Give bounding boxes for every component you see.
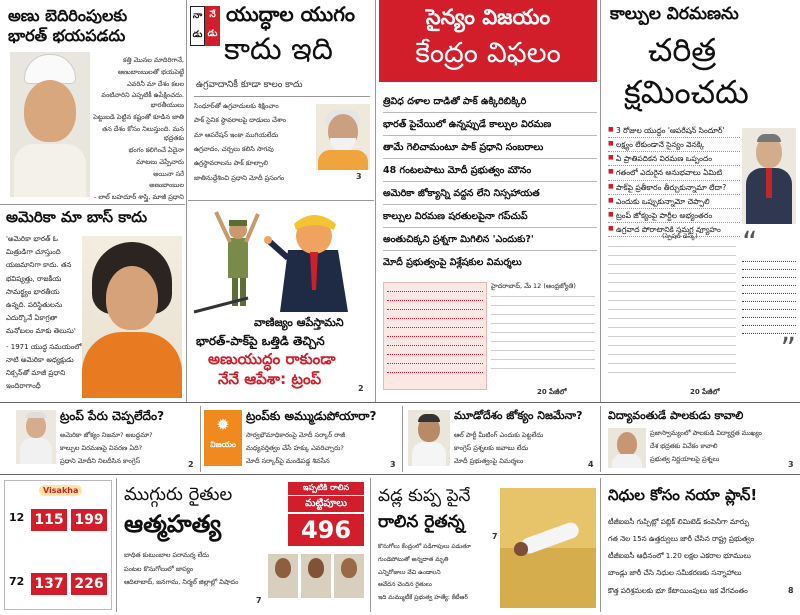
col1-second-headline[interactable]: అమెరికా మా బాస్ కాదు <box>6 208 148 226</box>
col4-dateline: (స్పెషల్ డెస్క్) <box>662 232 698 240</box>
col3-highlight-box <box>383 282 487 390</box>
col3-headline-1[interactable]: సైన్యం విజయం <box>425 5 551 29</box>
col3-lead-story <box>377 0 599 400</box>
rates-box <box>4 480 112 610</box>
col4-story <box>602 0 800 400</box>
col2-headline-2[interactable]: కాదు ఇది <box>224 32 333 67</box>
col1-top-body: కత్తి మొనల మాదిరిగానే, అణుబాంబులతో భయపెట్టే ఎవరినీ మా దేశం కలల వంటివారిని ఎప్పటికీ ఉపేక్షించదు. భారతీయులు పెట్టుబడి పెట్టిన కష్టంతో కూడిన జాతి తన దేశం కోసం నిలుస్తుంది. మన భద్రతకు భంగం కలిగించే ఏదైనా మాటలు చెప్పేవారు అయినా సరే అణుబాంబుల - లాల్ బహదూర్ శాస్త్రి, మాజీ ప్రధాని <box>93 56 184 201</box>
shastri-photo <box>10 52 90 197</box>
col2-lead-story <box>188 0 374 200</box>
farmers-headline-2[interactable]: ఆత్మహత్య <box>124 510 222 538</box>
farmers-badge: ఇప్పటికి రాలిన మట్టిపూలు 496 <box>288 482 364 550</box>
tiger-icon: ✹ <box>216 415 230 434</box>
kicker-box: నా డు నే డు <box>190 6 220 46</box>
strip-item-2[interactable]: ✹ విజయం ట్రంప్‌కు అమ్ముడుపోయారా? సార్వభౌమాధికారంపై మోదీ సర్కార్ రాజీ మధ్యవర్తిత్వం చేసే హక్కు ఎవరిచ్చారు? మోదీ సర్కార్‌పై మండిపడ్డ శివసేన 3 <box>202 406 402 472</box>
col3-jump[interactable]: 20 పేజీలో <box>537 388 567 396</box>
col3-body-lines <box>491 292 595 373</box>
col4-bullets: ■ 3 రోజుల యుద్ధం 'ఆపరేషన్ సిందూర్' ■ లక్ష్యం లేకుండానే సైన్యం వెనక్కి ■ ఏ ప్రాతిపదికన విరమణ ఒప్పందం ■ గతంలో ఎదురైన అనుభవాలు ఏమిటి ■ పాక్‌పై ప్రతీకారం తీర్చుకున్నామా లేదా? ■ ఎందుకు ఒప్పుకున్నామో చెప్పాలి ■ ట్రంప్ జోక్యంపై పార్టీల అభ్యంతరం ■ ఉగ్రవాద పోరాటానికి సమగ్ర వ్యూహం <box>608 124 740 237</box>
col4-body-lines <box>608 242 736 377</box>
col2-body: సింధూర్‌తో ఉగ్రవాదులకు శిక్షించాం పాక్ సైనిక స్థావరాలపై దాడులు చేశాం మా ఆపరేషన్ ఇంకా ముగియలేదు ఉగ్రవాదం, చర్చలు కలిసి సాగవు ఉగ్రస్థావరాలను పాక్ కూల్చాలి జాతినుద్దేశించి ప్రధాని మోదీ ప్రసంగం <box>194 102 286 182</box>
land-headline[interactable]: నిధుల కోసం నయా ప్లాన్! <box>608 486 758 504</box>
strip-item-4[interactable]: విద్యావంతుడే పాలకుడు కావాలి ప్రజాస్వామ్యంలో పాలకుడి విద్యార్హత ముఖ్యం దేశ భద్రతకు వివేకం కావాలి ప్రభుత్వ నిర్ణయాలపై ప్రశ్నలు 3 <box>608 409 794 469</box>
strip-2-headline[interactable]: ట్రంప్‌కు అమ్ముడుపోయారా? <box>246 409 377 423</box>
col4-jump[interactable]: 20 పేజీలో <box>690 388 720 396</box>
col3-headline-2[interactable]: కేంద్రం విఫలం <box>415 36 561 69</box>
rate-row-1: 12 115 199 <box>9 507 109 545</box>
quote-close-icon: ” <box>780 332 796 367</box>
strip-4-headline[interactable]: విద్యావంతుడే పాలకుడు కావాలి <box>608 409 744 422</box>
strip-4-photo <box>608 428 646 468</box>
col3-dateline: హైదరాబాద్, మే 12 (ఆంధ్రజ్యోతి) <box>491 282 576 290</box>
rain-photo <box>500 488 596 608</box>
rates-brand: Visakha <box>39 485 82 496</box>
cartoon-caption-1: వాణిజ్యం ఆపేస్తామని <box>254 316 344 329</box>
land-story: నిధుల కోసం నయా ప్లాన్! టీజీఐఐసీ గుప్పిట్లో పబ్లిక్ లిమిటెడ్ కంపెనీగా మార్పు గత నెల 15న ఉత్తర్వులు జారీ చేసిన రాష్ట్ర ప్రభుత్వం టీజీఐఐసీ ఆధీనంలో 1.20 లక్షల ఎకరాల భూములు బాండ్లు జారీ చేసి నిధుల సమీకరణకు సన్నాహాలు కొత్త పరిశ్రమలకు భూ కేటాయింపులు ఇక వేగవంతం 8 <box>608 486 794 595</box>
author-photo <box>742 128 796 224</box>
col1-top-story <box>0 0 185 204</box>
strip-item-1[interactable]: ట్రంప్ పేరు చెప్పలేదేం? అమెరికా జోక్యం నిజమా? అబద్ధమా? కాల్పుల విరమణపై వివరణ ఏది? ప్రధాని మోదీని నిలదీసిన కాంగ్రెస్ 2 <box>0 406 200 472</box>
cartoon-caption-2: భారత్-పాక్‌పై ఒత్తిడి తెచ్చిన <box>196 334 325 348</box>
rain-story: వడ్ల కుప్ప పైనే రాలిన రైతన్న కొనుగోలు కేంద్రంలో పడిగాపులు పడుతూ గుండెపోటుతో అన్నదాత మృతి ఎన్నిరోజులు వేచి ఉండాలని ఆవేదన చెందిన రైతులు ఇది మమ్ముటీకే ప్రభుత్వ హత్యే: కేటీఆర్ 7 <box>372 478 598 612</box>
strip-1-photo <box>16 410 56 464</box>
cartoon-illustration <box>188 202 374 320</box>
farmers-story: ముగ్గురు రైతుల ఆత్మహత్య ఇప్పటికి రాలిన మట్టిపూలు 496 బాధిత కుటుంబాల పరామర్శ లేదు పంటల కొనుగోలులో జాప్యం ఆదిలాబాద్, జనగామ, నిర్మల్ జిల్లాల్లో విషాదం 7 <box>118 478 368 612</box>
col2-subhead: ఉగ్రవాదానికీ కూడా కాలం కాదు <box>196 80 303 90</box>
rate-row-2: 72 137 226 <box>9 567 109 605</box>
col1-second-body: 'అమెరికా భారత్ ఓ మిత్రుడిగా చూస్తుంది యజమానిగా కాదు. తన భవిష్యత్తు, రాజకీయ సామర్థ్యం భారతీయ ఉన్నది. పరిస్థితులను ఎదుర్కొనే ఏకాగ్రతా మనోబలం మాకు తెలుసు' - 1971 యుద్ధ సమయంలో నాటి అమెరికా అధ్యక్షుడు నిక్సన్‌తో మాజీ ప్రధాని ఇందిరాగాంధీ <box>6 235 82 391</box>
modi-photo <box>316 104 370 170</box>
col4-headline-2[interactable]: చరిత్ర <box>648 31 717 69</box>
quote-box <box>742 226 796 382</box>
col2-headline-1[interactable]: యుద్ధాల యుగం <box>226 2 356 26</box>
quote-open-icon: “ <box>742 226 758 261</box>
strip-3-headline[interactable]: మూడోదేశం జోక్యం నిజమేనా? <box>454 409 583 422</box>
shivsena-logo: ✹ విజయం <box>204 410 242 466</box>
cartoon-jump[interactable]: 2 <box>358 384 364 393</box>
strip-item-3[interactable]: మూడోదేశం జోక్యం నిజమేనా? ఆల్ పార్టీ మీటింగ్ ఎందుకు పెట్టలేదు కాంగ్రెస్ ప్రశ్నలకు జవాబు లేదు మోదీ ప్రభుత్వంపై విమర్శలు 4 <box>404 406 600 472</box>
col3-summary: త్రివిధ దళాల దాడితో పాక్ ఉక్కిరిబిక్కిరి భారత్ పైచేయిలో ఉన్నప్పుడే కాల్పుల విరమణ తామే గెలిచామంటూ పాక్ ప్రధాని సంబరాలు 48 గంటలపాటు మోదీ ప్రభుత్వం మౌనం అమెరికా జోక్యాన్ని వద్దన లేని నిస్సహాయత కాల్పుల విరమణ షరతులపైనా గప్‌చుప్ అంతుచిక్కని ప్రశ్నగా మిగిలిన 'ఎందుకు?' మోదీ ప్రభుత్వంపై విశ్లేషకుల విమర్శలు <box>383 90 597 274</box>
col1-second-story <box>0 206 185 400</box>
col3-headline-box <box>379 0 597 82</box>
indira-photo <box>82 236 182 398</box>
strip-3-photo <box>408 410 450 466</box>
strip-1-headline[interactable]: ట్రంప్ పేరు చెప్పలేదేం? <box>60 409 165 423</box>
rain-headline-2[interactable]: రాలిన రైతన్న <box>378 512 465 532</box>
cartoon-headline-2[interactable]: నేనే ఆపేశా: ట్రంప్ <box>218 370 322 388</box>
col2-jump[interactable]: 3 <box>356 172 362 181</box>
col1-top-headline[interactable]: అణు బెదిరింపులకు భారత్ భయపడదు <box>8 6 128 45</box>
cartoon-story <box>188 202 374 400</box>
col4-headline-1[interactable]: కాల్పుల విరమణను <box>610 4 739 24</box>
farmers-headline-1[interactable]: ముగ్గురు రైతుల <box>124 484 233 505</box>
col4-headline-3[interactable]: క్షమించదు <box>624 73 749 111</box>
cartoon-headline-1[interactable]: అణుయుద్ధం రాకుండా <box>208 350 336 368</box>
farmers-photos <box>268 554 366 606</box>
rain-headline-1[interactable]: వడ్ల కుప్ప పైనే <box>378 486 471 506</box>
